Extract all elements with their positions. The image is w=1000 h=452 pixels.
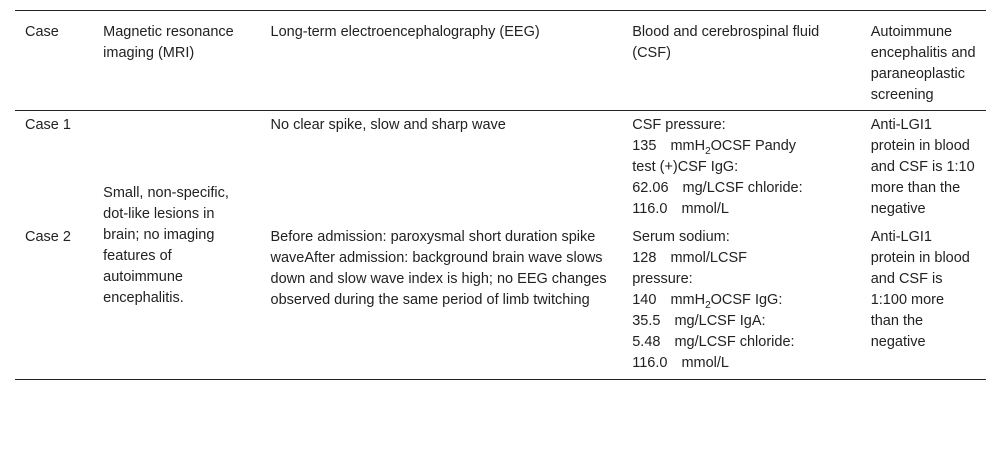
- csf-line: 5.48 mg/LCSF chloride:: [632, 334, 795, 350]
- mri-finding: Small, non-specific, dot-like lesions in brain; no imaging features of autoimmune encephalitis.: [103, 185, 229, 306]
- csf-line: 116.0 mmol/L: [632, 201, 729, 217]
- csf-line: 62.06 mg/LCSF chloride:: [632, 180, 803, 196]
- csf-line: 128 mmol/LCSF: [632, 250, 747, 266]
- screening-finding: Anti-LGI1 protein in blood and CSF is 1:10 more than the negative: [870, 117, 975, 217]
- csf-line: 135 mmH$_2$OCSF Pandy: [632, 138, 797, 157]
- eeg-finding: Before admission: paroxysmal short duration spike waveAfter admission: background brain wave slows down and slow wave index is high; no EEG changes observed during the same period of limb twitching: [270, 229, 607, 308]
- header-csf: Blood and cerebrospinal fluid (CSF): [622, 11, 860, 111]
- clinical-findings-table: [15, 10, 986, 380]
- header-screening: Autoimmune encephalitis and paraneoplastic screening: [861, 11, 986, 111]
- header-eeg: Long-term electroencephalography (EEG): [261, 11, 623, 111]
- case-label: Case 1: [25, 117, 71, 133]
- csf-line: test (+)CSF IgG:: [632, 159, 739, 175]
- csf-line: 140 mmH$_2$OCSF IgG:: [632, 292, 783, 311]
- csf-line: pressure:: [632, 271, 693, 287]
- csf-line: 35.5 mg/LCSF IgA:: [632, 313, 766, 329]
- eeg-finding: No clear spike, slow and sharp wave: [270, 117, 506, 133]
- case-label: Case 2: [25, 229, 71, 245]
- screening-finding: Anti-LGI1 protein in blood and CSF is 1:100 more than the negative: [870, 229, 970, 350]
- csf-line: 116.0 mmol/L: [632, 355, 729, 371]
- csf-finding: [622, 111, 860, 223]
- csf-line: Serum sodium:: [632, 229, 730, 245]
- header-mri: Magnetic resonance imaging (MRI): [93, 11, 260, 111]
- csf-finding: [622, 222, 860, 380]
- header-case: Case: [15, 11, 93, 111]
- table-header-row: [15, 11, 986, 111]
- table-row: [15, 111, 986, 223]
- csf-line: CSF pressure:: [632, 117, 726, 133]
